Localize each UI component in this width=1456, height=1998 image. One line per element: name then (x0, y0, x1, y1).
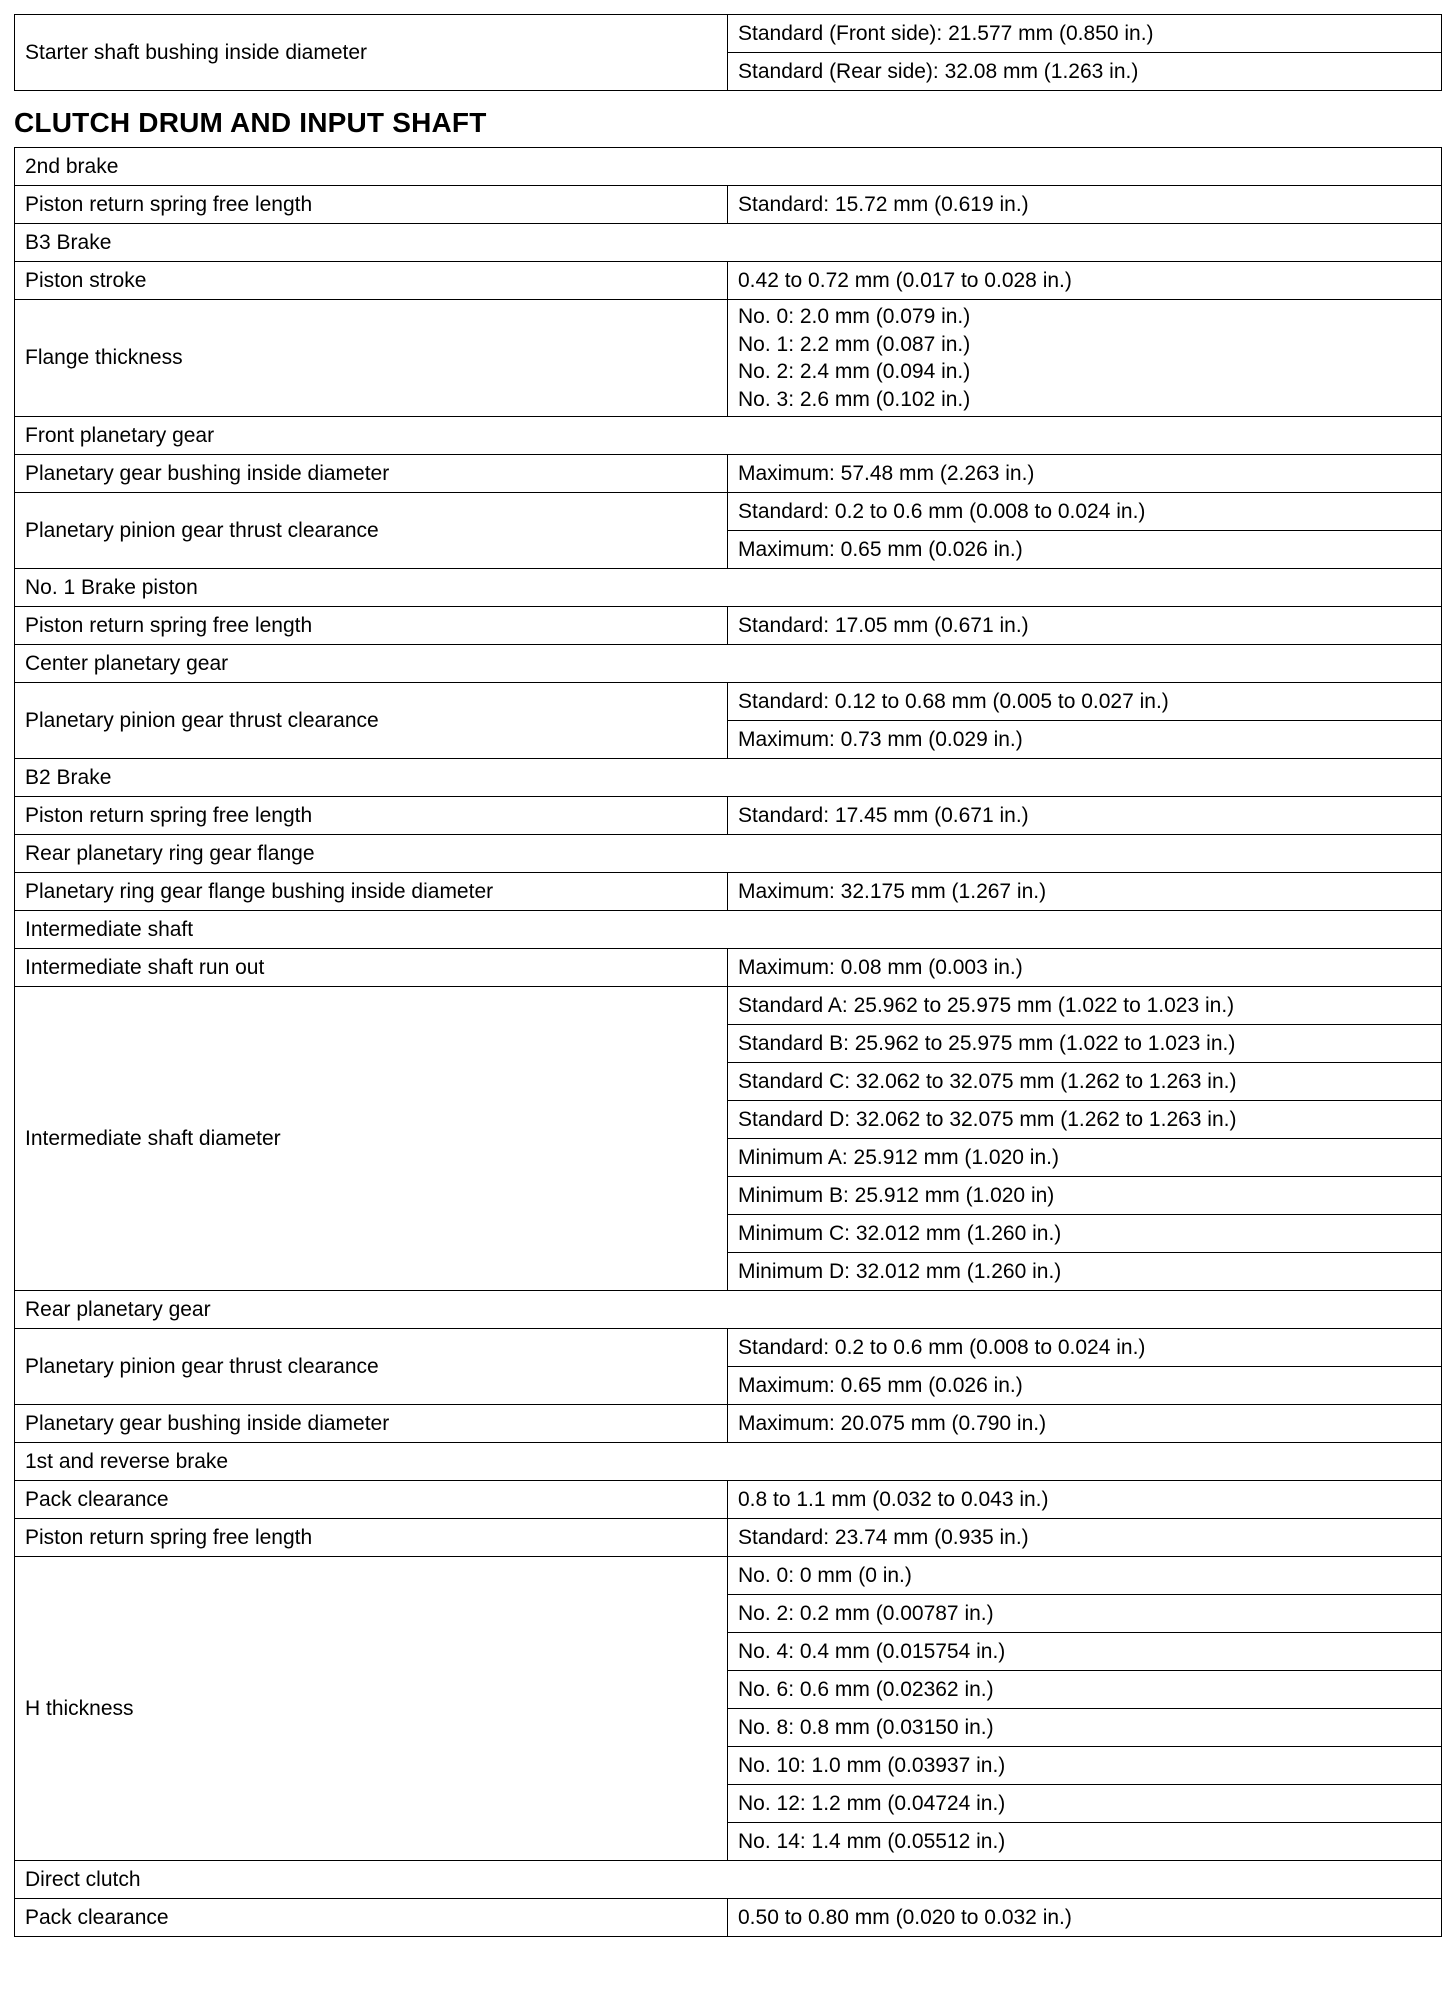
table-row (15, 148, 1442, 186)
table-row (15, 911, 1442, 949)
table-row (15, 987, 1442, 1025)
table-row (15, 607, 1442, 645)
table-row (15, 1443, 1442, 1481)
spec-value: No. 14: 1.4 mm (0.05512 in.) (728, 1823, 1442, 1861)
spec-label: Intermediate shaft run out (15, 949, 728, 987)
spec-value: No. 0: 2.0 mm (0.079 in.) (738, 305, 971, 328)
starter-shaft-table (14, 14, 1442, 91)
spec-label: Piston return spring free length (15, 607, 728, 645)
spec-value: 0.50 to 0.80 mm (0.020 to 0.032 in.) (728, 1899, 1442, 1937)
table-row (15, 1557, 1442, 1595)
spec-value: No. 3: 2.6 mm (0.102 in.) (738, 387, 971, 411)
table-row (15, 1405, 1442, 1443)
spec-value: Maximum: 57.48 mm (2.263 in.) (728, 455, 1442, 493)
table-row (15, 1291, 1442, 1329)
spec-value: Minimum C: 32.012 mm (1.260 in.) (728, 1215, 1442, 1253)
spec-value: Standard (Rear side): 32.08 mm (1.263 in.) (728, 53, 1442, 91)
table-row (15, 1481, 1442, 1519)
table-row (15, 186, 1442, 224)
table-row (15, 262, 1442, 300)
subsection-header: Center planetary gear (15, 645, 1442, 683)
spec-label: Planetary gear bushing inside diameter (15, 455, 728, 493)
table-row (15, 224, 1442, 262)
table-row (15, 1899, 1442, 1937)
table-row (15, 873, 1442, 911)
table-row (15, 15, 1442, 53)
spec-value: No. 2: 0.2 mm (0.00787 in.) (728, 1595, 1442, 1633)
subsection-header: Direct clutch (15, 1861, 1442, 1899)
spec-label: Planetary ring gear flange bushing inside diameter (15, 873, 728, 911)
subsection-header: 1st and reverse brake (15, 1443, 1442, 1481)
spec-value: Standard: 17.05 mm (0.671 in.) (728, 607, 1442, 645)
table-row (15, 569, 1442, 607)
subsection-header: 2nd brake (15, 148, 1442, 186)
table-row (15, 417, 1442, 455)
spec-value: Standard: 23.74 mm (0.935 in.) (728, 1519, 1442, 1557)
table-row (15, 1519, 1442, 1557)
table-row (15, 759, 1442, 797)
spec-label: Piston return spring free length (15, 186, 728, 224)
section-title: CLUTCH DRUM AND INPUT SHAFT (14, 107, 487, 138)
spec-value: Maximum: 0.08 mm (0.003 in.) (728, 949, 1442, 987)
spec-value: Standard B: 25.962 to 25.975 mm (1.022 to 1.023 in.) (728, 1025, 1442, 1063)
spec-value: Maximum: 0.65 mm (0.026 in.) (728, 531, 1442, 569)
spec-value: No. 8: 0.8 mm (0.03150 in.) (728, 1709, 1442, 1747)
subsection-header: B2 Brake (15, 759, 1442, 797)
spec-value: Minimum B: 25.912 mm (1.020 in) (728, 1177, 1442, 1215)
subsection-header: Rear planetary gear (15, 1291, 1442, 1329)
spec-label: Planetary pinion gear thrust clearance (15, 493, 728, 569)
spec-label: Pack clearance (15, 1481, 728, 1519)
spec-value: Minimum A: 25.912 mm (1.020 in.) (728, 1139, 1442, 1177)
subsection-header: Intermediate shaft (15, 911, 1442, 949)
spec-value: Standard: 0.2 to 0.6 mm (0.008 to 0.024 in.) (728, 493, 1442, 531)
spec-label: Planetary gear bushing inside diameter (15, 1405, 728, 1443)
table-row (15, 835, 1442, 873)
spec-value: Maximum: 0.73 mm (0.029 in.) (728, 721, 1442, 759)
spec-value: Standard: 0.12 to 0.68 mm (0.005 to 0.027 in.) (728, 683, 1442, 721)
subsection-header: Rear planetary ring gear flange (15, 835, 1442, 873)
spec-value: No. 2: 2.4 mm (0.094 in.) (738, 360, 971, 383)
table-row (15, 455, 1442, 493)
spec-value: Minimum D: 32.012 mm (1.260 in.) (728, 1253, 1442, 1291)
table-row (15, 1329, 1442, 1367)
table-row (15, 300, 1442, 417)
table-row (15, 645, 1442, 683)
spec-value: Standard: 0.2 to 0.6 mm (0.008 to 0.024 in.) (728, 1329, 1442, 1367)
clutch-drum-spec-table (14, 147, 1442, 1937)
spec-value: No. 12: 1.2 mm (0.04724 in.) (728, 1785, 1442, 1823)
spec-value: Standard (Front side): 21.577 mm (0.850 in.) (728, 15, 1442, 53)
spec-value: No. 10: 1.0 mm (0.03937 in.) (728, 1747, 1442, 1785)
spec-value: No. 1: 2.2 mm (0.087 in.) (738, 332, 971, 356)
spec-label: Piston return spring free length (15, 797, 728, 835)
table-row (15, 683, 1442, 721)
spec-label: Pack clearance (15, 1899, 728, 1937)
spec-value: No. 6: 0.6 mm (0.02362 in.) (728, 1671, 1442, 1709)
spec-value: 0.42 to 0.72 mm (0.017 to 0.028 in.) (728, 262, 1442, 300)
table-row (15, 493, 1442, 531)
spec-value: No. 4: 0.4 mm (0.015754 in.) (728, 1633, 1442, 1671)
spec-value: Maximum: 32.175 mm (1.267 in.) (728, 873, 1442, 911)
spec-value: No. 0: 0 mm (0 in.) (728, 1557, 1442, 1595)
spec-label: Piston return spring free length (15, 1519, 728, 1557)
spec-label: Starter shaft bushing inside diameter (15, 15, 728, 91)
table-row (15, 797, 1442, 835)
spec-label: Intermediate shaft diameter (15, 987, 728, 1291)
spec-value: Maximum: 20.075 mm (0.790 in.) (728, 1405, 1442, 1443)
spec-value: Maximum: 0.65 mm (0.026 in.) (728, 1367, 1442, 1405)
spec-value: Standard A: 25.962 to 25.975 mm (1.022 to 1.023 in.) (728, 987, 1442, 1025)
spec-value: Standard: 15.72 mm (0.619 in.) (728, 186, 1442, 224)
spec-label: Planetary pinion gear thrust clearance (15, 1329, 728, 1405)
subsection-header: No. 1 Brake piston (15, 569, 1442, 607)
spec-value: 0.8 to 1.1 mm (0.032 to 0.043 in.) (728, 1481, 1442, 1519)
spec-label: H thickness (15, 1557, 728, 1861)
spec-label: Planetary pinion gear thrust clearance (15, 683, 728, 759)
spec-value: Standard D: 32.062 to 32.075 mm (1.262 to 1.263 in.) (728, 1101, 1442, 1139)
table-row (15, 949, 1442, 987)
spec-label: Flange thickness (15, 300, 728, 417)
spec-value: Standard C: 32.062 to 32.075 mm (1.262 to 1.263 in.) (728, 1063, 1442, 1101)
spec-value: Standard: 17.45 mm (0.671 in.) (728, 797, 1442, 835)
subsection-header: B3 Brake (15, 224, 1442, 262)
subsection-header: Front planetary gear (15, 417, 1442, 455)
table-row (15, 1861, 1442, 1899)
spec-value-list (728, 300, 1442, 417)
spec-label: Piston stroke (15, 262, 728, 300)
